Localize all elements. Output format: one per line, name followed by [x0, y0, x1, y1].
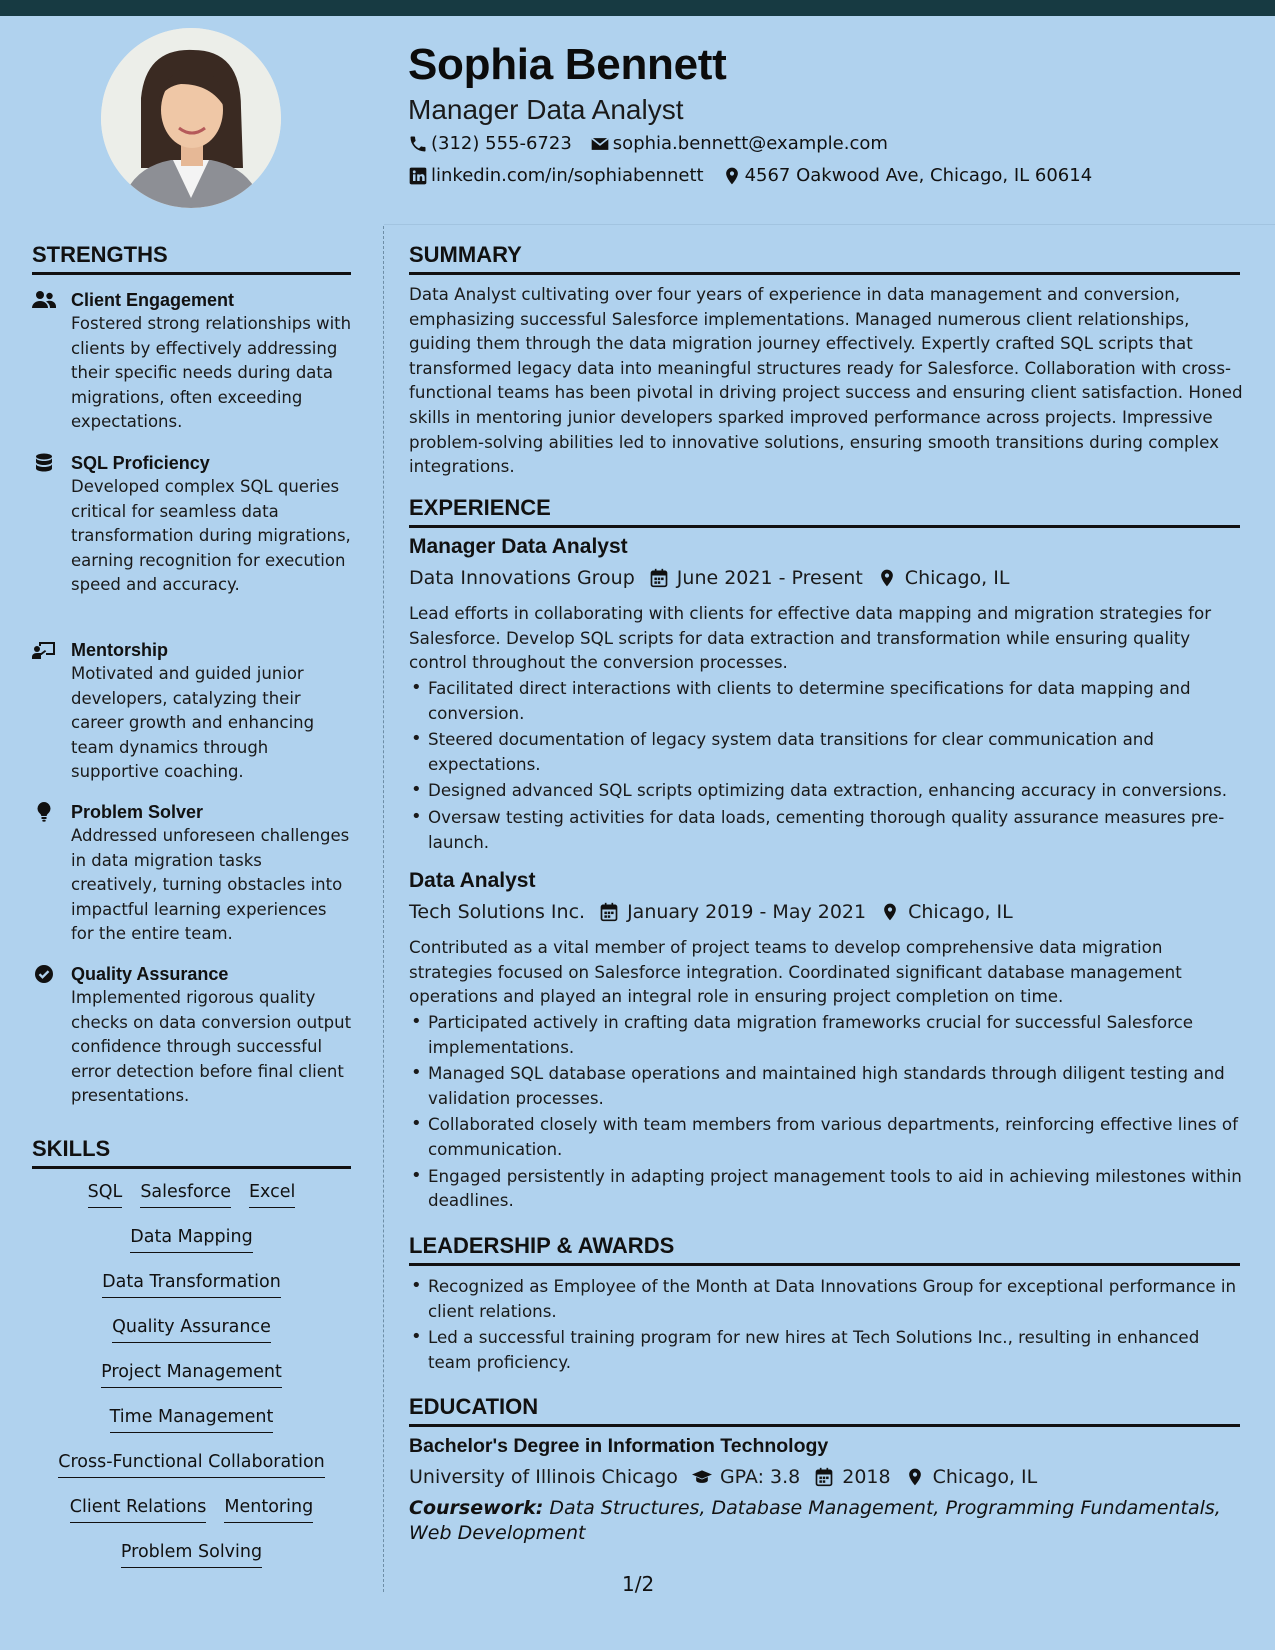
job-location: Chicago, IL	[908, 901, 1013, 923]
degree-title: Bachelor's Degree in Information Technology	[409, 1435, 829, 1457]
linkedin-text: linkedin.com/in/sophiabennett	[431, 165, 704, 186]
skill-row	[32, 1270, 351, 1315]
strength-item	[32, 288, 352, 435]
map-marker-icon	[877, 568, 897, 588]
strength-item	[32, 962, 352, 1109]
coursework	[409, 1496, 1239, 1545]
page-number: 1/2	[622, 1572, 655, 1596]
school-name: University of Illinois Chicago	[409, 1466, 678, 1488]
strength-desc: Implemented rigorous quality checks on data conversion output confidence through successful error detection before final client presentations.	[71, 988, 352, 1105]
skill-tag: Data Mapping	[130, 1225, 252, 1253]
skill-row	[32, 1405, 351, 1450]
job-location: Chicago, IL	[904, 567, 1010, 589]
email-text: sophia.bennett@example.com	[612, 133, 888, 154]
job-dates: June 2021 - Present	[676, 567, 863, 589]
strength-item	[32, 800, 352, 947]
skill-tag: SQL	[88, 1180, 123, 1208]
job-meta	[409, 567, 1009, 589]
strengths-heading: STRENGTHS	[32, 242, 351, 275]
skill-tag: Data Transformation	[102, 1270, 281, 1298]
education-location: Chicago, IL	[932, 1466, 1038, 1488]
contact-row-2	[408, 165, 1110, 186]
calendar-icon	[814, 1467, 834, 1487]
job-role: Manager Data Analyst	[409, 535, 628, 558]
leadership-bullets	[409, 1274, 1244, 1376]
skill-tag: Client Relations	[70, 1495, 207, 1523]
skills-heading: SKILLS	[32, 1136, 351, 1169]
map-marker-icon	[905, 1467, 925, 1487]
header-divider	[384, 224, 1275, 225]
skill-row	[32, 1180, 351, 1225]
address-text: 4567 Oakwood Ave, Chicago, IL 60614	[744, 165, 1093, 186]
column-divider	[383, 226, 384, 1592]
linkedin-icon	[408, 166, 428, 186]
strength-title: Client Engagement	[71, 290, 235, 310]
strength-item	[32, 451, 352, 598]
top-accent-bar	[0, 0, 1275, 16]
job-company: Data Innovations Group	[409, 567, 635, 589]
skill-tag: Project Management	[101, 1360, 282, 1388]
strength-title: Quality Assurance	[71, 964, 229, 984]
experience-heading: EXPERIENCE	[409, 495, 1240, 528]
list-item: • Designed advanced SQL scripts optimizing data extraction, enhancing accuracy in conversions.	[409, 778, 1244, 803]
address-contact	[722, 165, 1093, 186]
summary-heading: SUMMARY	[409, 242, 1240, 275]
skill-row	[32, 1225, 351, 1270]
strength-desc: Motivated and guided junior developers, catalyzing their career growth and enhancing team dynamics through supportive coaching.	[71, 664, 315, 781]
list-item: • Managed SQL database operations and maintained high standards through diligent testing and validation processes.	[409, 1061, 1244, 1110]
strength-desc: Addressed unforeseen challenges in data migration tasks creatively, turning obstacles into impactful learning experiences for the entire team.	[71, 826, 350, 943]
linkedin-contact[interactable]	[408, 165, 704, 186]
skill-row	[32, 1315, 351, 1360]
job-company: Tech Solutions Inc.	[409, 901, 586, 923]
skills-list	[32, 1180, 351, 1585]
phone-contact[interactable]	[408, 133, 572, 154]
contact-row-1	[408, 133, 906, 154]
education-meta	[409, 1466, 1037, 1488]
list-item: • Led a successful training program for new hires at Tech Solutions Inc., resulting in enhanced team proficiency.	[409, 1325, 1244, 1374]
job-description: Lead efforts in collaborating with clients for effective data mapping and migration strategies for Salesforce. Develop SQL scripts for data extraction and transformation while ensuring quality control throughout the conversion processes.	[409, 603, 1212, 673]
graduation-cap-icon	[692, 1467, 712, 1487]
job-bullets	[409, 1010, 1244, 1215]
database-icon	[32, 453, 56, 473]
email-contact[interactable]	[590, 133, 888, 154]
list-item: • Oversaw testing activities for data loads, cementing thorough quality assurance measures pre-launch.	[409, 805, 1244, 854]
check-circle-icon	[32, 964, 56, 984]
skill-tag: Problem Solving	[121, 1540, 262, 1568]
job-meta	[409, 901, 1013, 923]
list-item: • Participated actively in crafting data migration frameworks crucial for successful Salesforce implementations.	[409, 1010, 1244, 1059]
job-description: Contributed as a vital member of project teams to develop comprehensive data migration strategies focused on Salesforce integration. Coordinated significant database management operations and played an integral role in ensuring project completion on time.	[409, 937, 1182, 1007]
phone-icon	[408, 134, 428, 154]
list-item: • Engaged persistently in adapting project management tools to aid in achieving milestones within deadlines.	[409, 1164, 1244, 1213]
users-icon	[32, 290, 56, 310]
calendar-icon	[649, 568, 669, 588]
job-bullets	[409, 676, 1244, 856]
job-dates: January 2019 - May 2021	[627, 901, 867, 923]
lightbulb-icon	[32, 802, 56, 822]
skill-row	[32, 1540, 351, 1585]
skill-row	[32, 1495, 351, 1540]
strength-title: Mentorship	[71, 640, 168, 660]
calendar-icon	[599, 902, 619, 922]
map-marker-icon	[880, 902, 900, 922]
phone-text: (312) 555-6723	[431, 133, 572, 154]
skill-tag: Cross-Functional Collaboration	[58, 1450, 325, 1478]
map-marker-icon	[722, 166, 742, 186]
skill-row	[32, 1360, 351, 1405]
chalkboard-teacher-icon	[32, 640, 56, 660]
leadership-heading: LEADERSHIP & AWARDS	[409, 1233, 1240, 1266]
graduation-year: 2018	[842, 1466, 891, 1488]
candidate-title: Manager Data Analyst	[408, 94, 684, 125]
education-heading: EDUCATION	[409, 1394, 1240, 1427]
strength-item	[32, 638, 352, 785]
strength-title: Problem Solver	[71, 802, 204, 822]
skill-tag: Salesforce	[140, 1180, 231, 1208]
list-item: • Facilitated direct interactions with clients to determine specifications for data mapping and conversion.	[409, 676, 1244, 725]
skill-tag: Time Management	[110, 1405, 274, 1433]
envelope-icon	[590, 134, 610, 154]
profile-photo	[101, 28, 281, 208]
list-item: • Collaborated closely with team members from various departments, reinforcing effective lines of communication.	[409, 1112, 1244, 1161]
skill-tag: Quality Assurance	[112, 1315, 271, 1343]
skill-row	[32, 1450, 351, 1495]
list-item: • Recognized as Employee of the Month at Data Innovations Group for exceptional performance in client relations.	[409, 1274, 1244, 1323]
job-role: Data Analyst	[409, 869, 536, 892]
skill-tag: Mentoring	[224, 1495, 313, 1523]
skill-tag: Excel	[249, 1180, 295, 1208]
summary-text: Data Analyst cultivating over four years of experience in data management and conversion, emphasizing successful Salesforce implementations. Managed numerous client relationships, guiding them through the data migration journey effectively. Expertly crafted SQL scripts that transformed legacy data into meaningful structures ready for Salesforce. Collaboration with cross-functional teams has been pivotal in driving project success and ensuring client satisfaction. Honed skills in mentoring junior developers sparked improved performance across projects. Impressive problem-solving abilities led to innovative solutions, ensuring smooth transitions during complex integrations.	[409, 284, 1243, 477]
strength-desc: Developed complex SQL queries critical for seamless data transformation during migrations, earning recognition for execution speed and accuracy.	[71, 477, 351, 594]
coursework-list: Data Structures, Database Management, Programming Fundamentals, Web Development	[409, 1497, 1221, 1544]
strength-desc: Fostered strong relationships with clients by effectively addressing their specific needs during data migrations, often exceeding expectations.	[71, 314, 352, 431]
coursework-label: Coursework:	[409, 1497, 544, 1519]
strength-title: SQL Proficiency	[71, 453, 210, 473]
gpa-text: GPA: 3.8	[719, 1466, 801, 1488]
list-item: • Steered documentation of legacy system data transitions for clear communication and expectations.	[409, 727, 1244, 776]
candidate-name: Sophia Bennett	[408, 40, 727, 89]
